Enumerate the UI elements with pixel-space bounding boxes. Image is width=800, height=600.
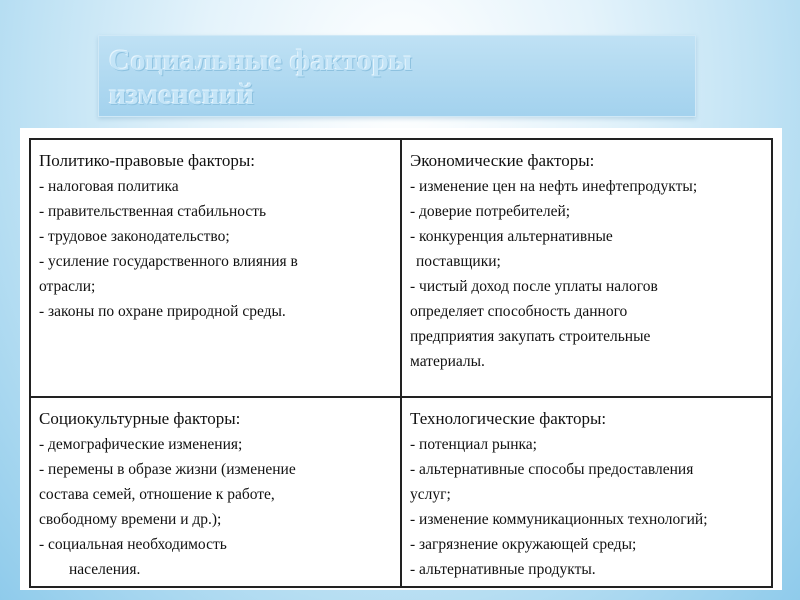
sociocultural-heading: Социокультурные факторы: <box>39 409 241 428</box>
political-line: - налоговая политика <box>39 178 179 195</box>
sociocultural-line: населения. <box>69 561 141 578</box>
political-line: - усиление государственного влияния в <box>39 253 298 270</box>
technological-line: - альтернативные продукты. <box>410 561 596 578</box>
cell-political-factors <box>30 139 401 397</box>
economic-line: определяет способность данного <box>410 303 628 320</box>
technological-line: - альтернативные способы предоставления <box>410 461 694 478</box>
slide-title: Социальные факторы изменений <box>109 44 413 111</box>
cell-sociocultural-factors <box>30 397 401 587</box>
sociocultural-line: - демографические изменения; <box>39 436 243 453</box>
technological-line: услуг; <box>410 486 451 503</box>
cell-technological-factors <box>401 397 772 587</box>
political-line: - законы по охране природной среды. <box>39 303 286 320</box>
sociocultural-line: свободному времени и др.); <box>39 511 222 528</box>
political-line: отрасли; <box>39 278 96 295</box>
factors-table <box>29 138 773 588</box>
economic-heading: Экономические факторы: <box>410 151 595 170</box>
slide-title-box <box>98 35 696 117</box>
political-line: - трудовое законодательство; <box>39 228 230 245</box>
economic-line: - изменение цен на нефть инефтепродукты; <box>410 178 698 195</box>
sociocultural-line: - социальная необходимость <box>39 536 227 553</box>
technological-heading: Технологические факторы: <box>410 409 607 428</box>
economic-line: - конкуренция альтернативные <box>410 228 613 245</box>
economic-line: материалы. <box>410 353 485 370</box>
economic-line: предприятия закупать строительные <box>410 328 651 345</box>
economic-line: - доверие потребителей; <box>410 203 571 220</box>
economic-line: поставщики; <box>416 253 501 270</box>
technological-line: - загрязнение окружающей среды; <box>410 536 637 553</box>
political-heading: Политико-правовые факторы: <box>39 151 255 170</box>
factors-panel <box>20 128 782 590</box>
sociocultural-line: состава семей, отношение к работе, <box>39 486 275 503</box>
sociocultural-line: - перемены в образе жизни (изменение <box>39 461 296 478</box>
political-line: - правительственная стабильность <box>39 203 267 220</box>
technological-line: - изменение коммуникационных технологий; <box>410 511 708 528</box>
technological-line: - потенциал рынка; <box>410 436 537 453</box>
cell-economic-factors <box>401 139 772 397</box>
economic-line: - чистый доход после уплаты налогов <box>410 278 658 295</box>
